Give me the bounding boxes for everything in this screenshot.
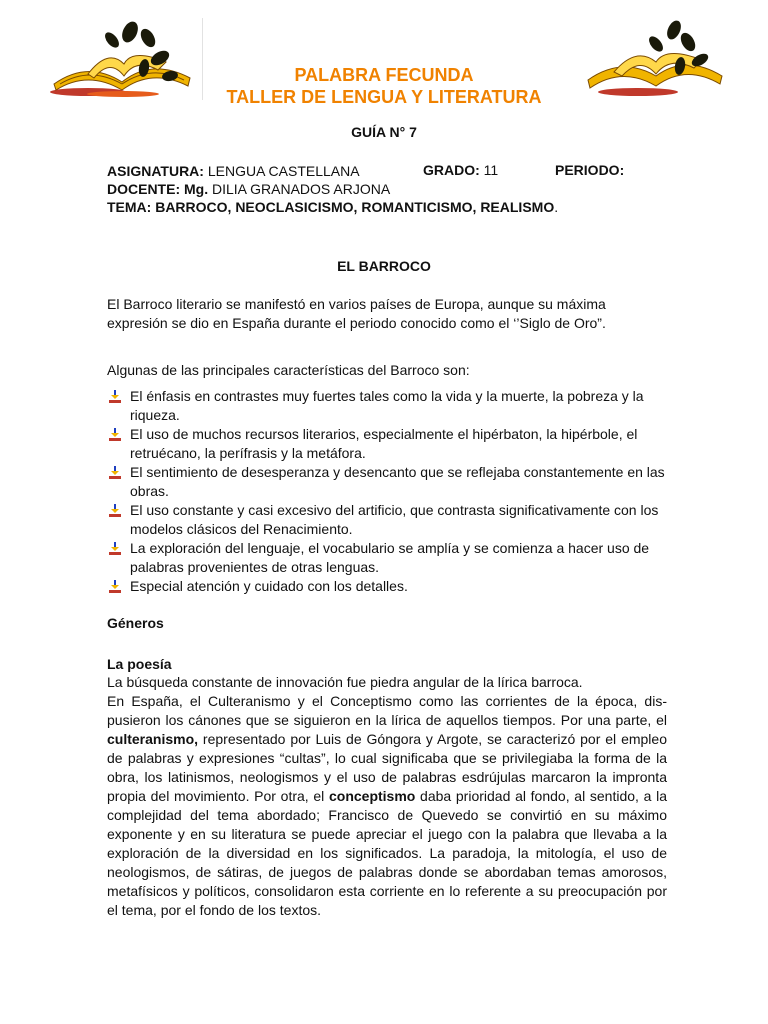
poesia-heading: La poesía (107, 656, 172, 672)
list-item (107, 425, 667, 463)
colored-arrow-bullet-icon (109, 580, 121, 593)
colored-arrow-bullet-icon (109, 504, 121, 517)
info-row-asignatura (107, 162, 360, 180)
list-item (107, 539, 667, 577)
asignatura-label: ASIGNATURA: (107, 163, 204, 179)
poesia-paragraph (107, 692, 667, 920)
title-line-1: PALABRA FECUNDA (294, 65, 474, 85)
characteristics-list (107, 387, 667, 596)
poesia-first-line: La búsqueda constante de innovación fue piedra angular de la lírica barroca. (107, 674, 583, 690)
info-row-docente (107, 180, 390, 198)
culteranismo-term: culteranismo, (107, 731, 199, 747)
paragraph-part: En España, el Culteranismo y el Conceptismo como las corrientes de la época, dis-pusieron los cánones que se siguieron en la lírica de aquellos tiempos. Por una parte, el (107, 693, 667, 728)
intro-paragraph: El Barroco literario se manifestó en varios países de Europa, aunque su máxima expresión se dio en España durante el periodo conocido como el ‘’Siglo de Oro”. (107, 296, 606, 331)
bullet-text: Especial atención y cuidado con los detalles. (130, 578, 408, 594)
periodo-label: PERIODO: (555, 162, 625, 178)
grado-field (423, 162, 498, 178)
list-item (107, 387, 667, 425)
docente-label: DOCENTE: Mg. (107, 181, 209, 197)
grado-value: 11 (483, 162, 499, 178)
paragraph-part: daba prioridad al fondo, al sentido, a la complejidad del tema abordado; Francisco de Quevedo se convirtió en su máximo exponente y en su literatura se puede apreciar el juego con la palabra que llevaba a la exploración de la diversidad en los significados. La paradoja, la mitología, el uso de neologismos, de sátiras, de juegos de palabras donde se abordaban temas amorosos, metafísicos y políticos, consolidaron esta corriente en lo referente a su preocupación por el tema, por el fondo de los textos. (107, 788, 668, 918)
guide-number: GUÍA N° 7 (351, 124, 417, 140)
bullet-text: El énfasis en contrastes muy fuertes tales como la vida y la muerte, la pobreza y la riqueza. (130, 388, 644, 423)
paragraph-part: representado por Luis de Góngora y Argote, se caracterizó por el empleo de palabras y expresiones “cultas”, lo cual significaba que se privilegiaba la forma de la obra, los latinismos, neologismos y el uso de palabras esdrújulas marcaron la impronta propia del movimiento. Por otra, el (107, 731, 667, 804)
grado-label: GRADO: (423, 162, 480, 178)
list-item (107, 577, 667, 596)
bullet-text: El uso de muchos recursos literarios, especialmente el hipérbaton, la hipérbole, el retruécano, la perífrasis y la metáfora. (130, 426, 638, 461)
section-title-barroco: EL BARROCO (337, 258, 431, 274)
tema-end: . (554, 199, 559, 215)
characteristics-lead: Algunas de las principales características del Barroco son: (107, 362, 470, 378)
docente-value: DILIA GRANADOS ARJONA (212, 181, 391, 197)
colored-arrow-bullet-icon (109, 542, 121, 555)
generos-heading: Géneros (107, 615, 164, 631)
title-line-2: TALLER DE LENGUA Y LITERATURA (226, 87, 542, 107)
conceptismo-term: conceptismo (328, 788, 416, 804)
bullet-text: La exploración del lenguaje, el vocabulario se amplía y se comienza a hacer uso de palabras provenientes de otras lenguas. (130, 540, 650, 575)
tema-label: TEMA: BARROCO, NEOCLASICISMO, ROMANTICISMO, REALISMO (107, 199, 555, 215)
colored-arrow-bullet-icon (109, 390, 121, 403)
list-item (107, 501, 667, 539)
bullet-text: El uso constante y casi excesivo del artificio, que contrasta significativamente con los modelos clásicos del Renacimiento. (130, 502, 659, 537)
info-row-tema (107, 198, 558, 216)
asignatura-value: LENGUA CASTELLANA (207, 163, 360, 179)
colored-arrow-bullet-icon (109, 466, 121, 479)
colored-arrow-bullet-icon (109, 428, 121, 441)
bullet-text: El sentimiento de desesperanza y desencanto que se reflejaba constantemente en las obras. (130, 464, 665, 499)
list-item (107, 463, 667, 501)
